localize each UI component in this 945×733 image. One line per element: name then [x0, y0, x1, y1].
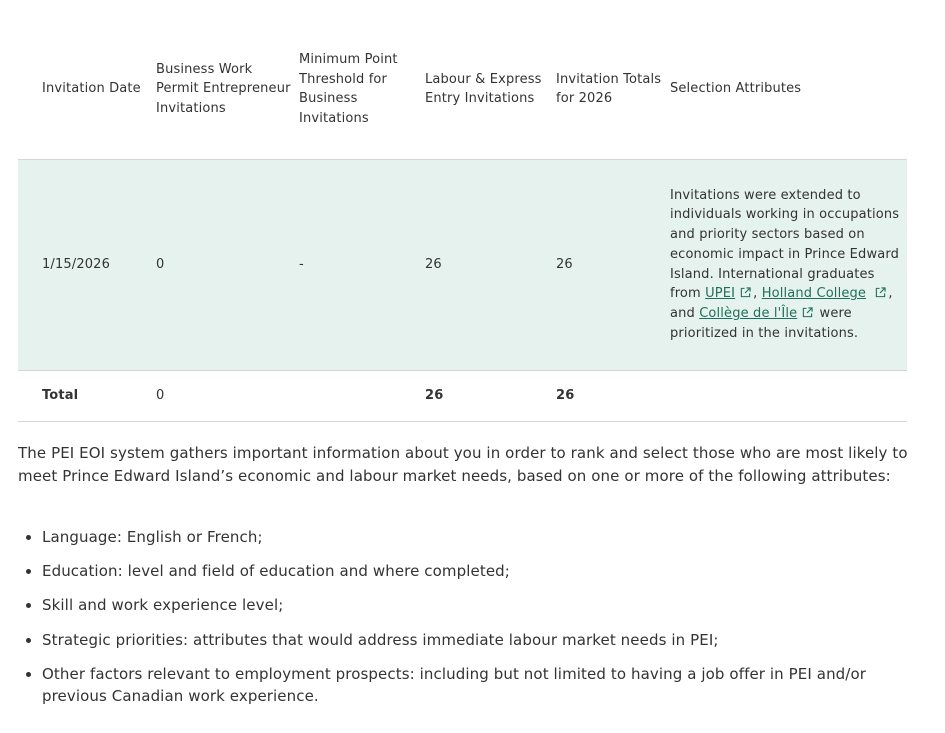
list-item-text: Other factors relevant to employment prospects: including but not limited to having a job offer in PEI and/or previous Canadian work experience.: [42, 664, 866, 706]
cell-bwpe-invitations: 0: [156, 159, 299, 370]
list-item-text: Education: level and field of education and where completed;: [42, 562, 510, 581]
list-item: [18, 526, 908, 549]
external-link-icon[interactable]: [875, 287, 886, 298]
attributes-text: Invitations were extended to individuals working in occupations and priority sectors based on economic impact in Prince Edward Island. International graduates from: [670, 187, 900, 302]
list-item: [18, 594, 908, 617]
bullet-icon: [26, 535, 31, 540]
header-bwpe-invitations: Business Work Permit Entrepreneur Invitations: [156, 20, 299, 159]
cell-invitation-date: 1/15/2026: [18, 159, 156, 370]
list-item-text: Language: English or French;: [42, 528, 263, 546]
list-item-text: Skill and work experience level;: [42, 596, 284, 615]
bullet-icon: [26, 569, 31, 574]
eoi-intro-paragraph: The PEI EOI system gathers important information about you in order to rank and select those who are most likely to meet Prince Edward Island’s economic and labour market needs, based on one or more of the following attributes:: [18, 444, 908, 485]
total-bwpe-invitations: 0: [156, 370, 299, 421]
header-invitation-date: Invitation Date: [18, 20, 156, 159]
bullet-icon: [26, 672, 31, 677]
header-min-point-threshold: Minimum Point Threshold for Business Invitations: [299, 20, 425, 159]
table-header: [18, 20, 907, 159]
list-item: [18, 663, 908, 708]
list-item: [18, 629, 908, 652]
attributes-text-end: were prioritized in the invitations.: [670, 305, 859, 341]
external-link-icon[interactable]: [740, 287, 751, 298]
external-link-icon[interactable]: [802, 307, 813, 318]
total-labour-express-entry: 26: [425, 370, 556, 421]
header-selection-attributes: Selection Attributes: [670, 20, 907, 159]
cell-min-point-threshold: -: [299, 159, 425, 370]
total-min-point-threshold: [299, 370, 425, 421]
cell-invitation-totals: 26: [556, 159, 670, 370]
table-header-row: [18, 20, 907, 159]
total-label: Total: [18, 370, 156, 421]
table-row: [18, 159, 907, 370]
eoi-invitations-table: [18, 20, 907, 422]
total-invitation-totals: 26: [556, 370, 670, 421]
header-labour-express-entry: Labour & Express Entry Invitations: [425, 20, 556, 159]
college-de-lile-link[interactable]: Collège de l'Île: [699, 305, 798, 321]
upei-link[interactable]: UPEI: [705, 286, 736, 302]
list-item: [18, 560, 908, 583]
cell-labour-express-entry: 26: [425, 159, 556, 370]
list-item-text: Strategic priorities: attributes that would address immediate labour market needs in PEI;: [42, 630, 719, 649]
bullet-icon: [26, 638, 31, 643]
selection-attributes-list: [18, 526, 908, 708]
separator-text: , and: [670, 286, 893, 321]
total-selection-attributes: [670, 370, 907, 421]
bullet-icon: [26, 603, 31, 608]
separator-text: ,: [753, 286, 762, 302]
table-total-row: [18, 370, 907, 421]
holland-college-link[interactable]: Holland College: [761, 286, 867, 302]
header-invitation-totals: Invitation Totals for 2026: [556, 20, 670, 159]
cell-selection-attributes: [670, 159, 907, 370]
